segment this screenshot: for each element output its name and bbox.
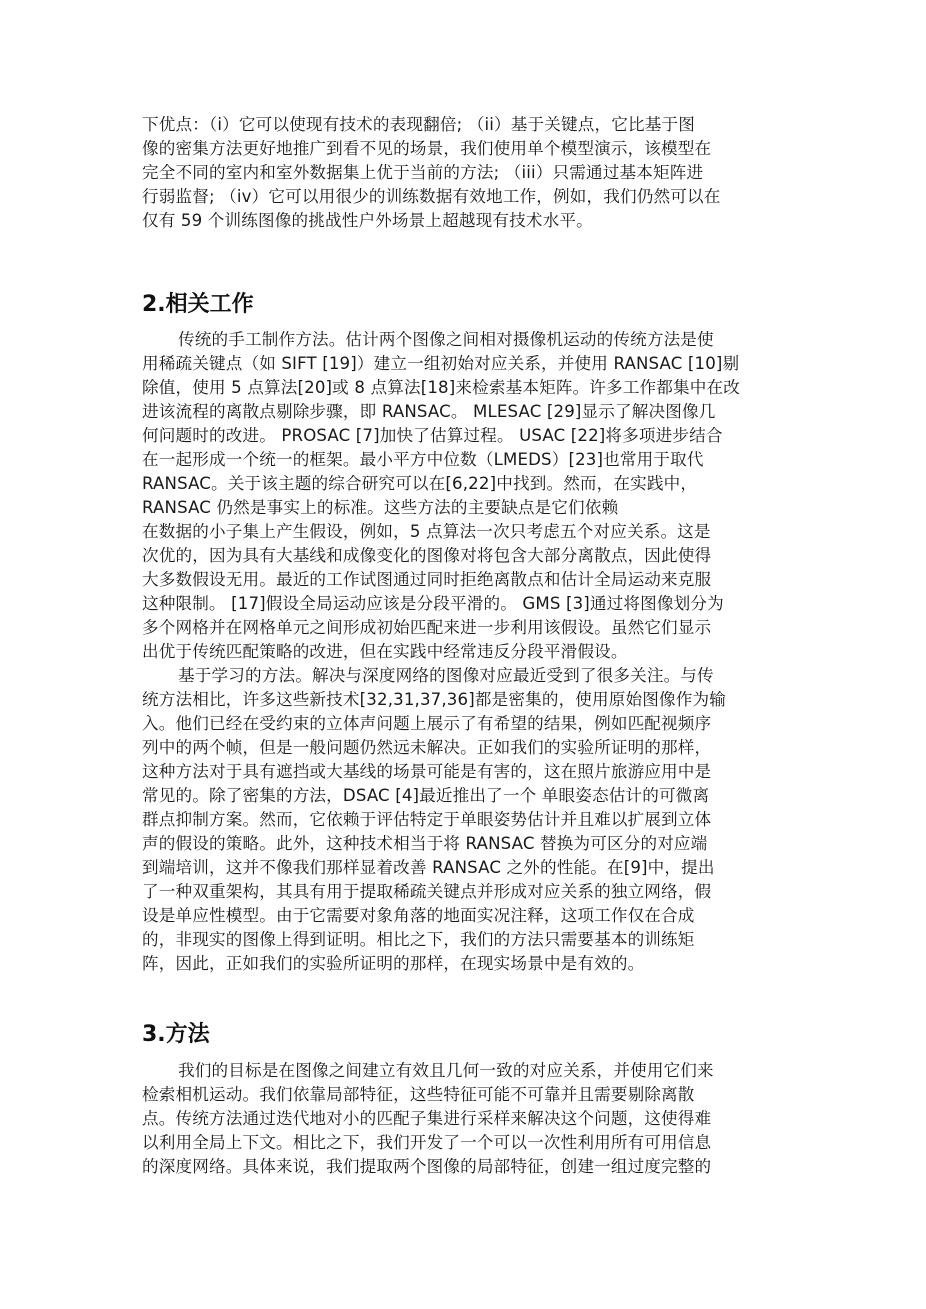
section-2-line: 传统的手工制作方法。估计两个图像之间相对摄像机运动的传统方法是使 <box>178 330 714 349</box>
section-2-heading: 2.相关工作 <box>142 292 254 317</box>
section-2-line: RANSAC。关于该主题的综合研究可以在[6,22]中找到。然而，在实践中， <box>142 474 698 493</box>
section-2-line: 这种方法对于具有遮挡或大基线的场景可能是有害的，这在照片旅游应用中是 <box>142 762 712 781</box>
section-2-line: 多个网格并在网格单元之间形成初始匹配来进一步利用该假设。虽然它们显示 <box>142 618 712 637</box>
section-2-line: RANSAC 仍然是事实上的标准。这些方法的主要缺点是它们依赖 <box>142 498 619 517</box>
section-2-line: 出优于传统匹配策略的改进，但在实践中经常违反分段平滑假设。 <box>142 642 628 661</box>
section-2-line: 声的假设的策略。此外，这种技术相当于将 RANSAC 替换为可区分的对应端 <box>142 834 708 853</box>
section-3-heading: 3.方法 <box>142 1022 210 1047</box>
section-2-line: 除值，使用 5 点算法[20]或 8 点算法[18]来检索基本矩阵。许多工作都集中在改 <box>142 378 741 397</box>
section-2-line: 的，非现实的图像上得到证明。相比之下，我们的方法只需要基本的训练矩 <box>142 930 695 949</box>
section-2-line: 统方法相比，许多这些新技术[32,31,37,36]都是密集的，使用原始图像作为输 <box>142 690 727 709</box>
section-2-line: 用稀疏关键点（如 SIFT [19]）建立一组初始对应关系，并使用 RANSAC [10]剔 <box>142 354 740 373</box>
intro-line: 下优点：（i）它可以使现有技术的表现翻倍; （ii）基于关键点，它比基于图 <box>142 115 695 134</box>
intro-line: 完全不同的室内和室外数据集上优于当前的方法; （iii）只需通过基本矩阵进 <box>142 163 704 182</box>
section-3-line: 以利用全局上下文。相比之下，我们开发了一个可以一次性利用所有可用信息 <box>142 1133 712 1152</box>
section-2-line: 这种限制。 [17]假设全局运动应该是分段平滑的。 GMS [3]通过将图像划分为 <box>142 594 724 613</box>
section-2-line: 入。他们已经在受约束的立体声问题上展示了有希望的结果，例如匹配视频序 <box>142 714 712 733</box>
section-2-line: 到端培训，这并不像我们那样显着改善 RANSAC 之外的性能。在[9]中，提出 <box>142 858 715 877</box>
section-3-line: 检索相机运动。我们依靠局部特征，这些特征可能不可靠并且需要剔除离散 <box>142 1085 695 1104</box>
intro-line: 行弱监督; （iv）它可以用很少的训练数据有效地工作，例如，我们仍然可以在 <box>142 187 721 206</box>
section-3-line: 点。传统方法通过迭代地对小的匹配子集进行采样来解决这个问题，这使得难 <box>142 1109 712 1128</box>
section-2-line: 在一起形成一个统一的框架。最小平方中位数（LMEDS）[23]也常用于取代 <box>142 450 704 469</box>
section-3-line: 的深度网络。具体来说，我们提取两个图像的局部特征，创建一组过度完整的 <box>142 1157 712 1176</box>
section-2-line: 群点抑制方案。然而，它依赖于评估特定于单眼姿势估计并且难以扩展到立体 <box>142 810 712 829</box>
section-2-line: 基于学习的方法。解决与深度网络的图像对应最近受到了很多关注。与传 <box>178 666 714 685</box>
section-2-line: 大多数假设无用。最近的工作试图通过同时拒绝离散点和估计全局运动来克服 <box>142 570 712 589</box>
section-2-line: 次优的，因为具有大基线和成像变化的图像对将包含大部分离散点，因此使得 <box>142 546 712 565</box>
section-2-line: 在数据的小子集上产生假设，例如，5 点算法一次只考虑五个对应关系。这是 <box>142 522 711 541</box>
section-2-line: 设是单应性模型。由于它需要对象角落的地面实况注释，这项工作仅在合成 <box>142 906 695 925</box>
section-2-line: 列中的两个帧，但是一般问题仍然远未解决。正如我们的实验所证明的那样， <box>142 738 712 757</box>
intro-line: 像的密集方法更好地推广到看不见的场景，我们使用单个模型演示，该模型在 <box>142 139 712 158</box>
section-2-line: 了一种双重架构，其具有用于提取稀疏关键点并形成对应关系的独立网络，假 <box>142 882 712 901</box>
section-2-line: 何问题时的改进。 PROSAC [7]加快了估算过程。 USAC [22]将多项进步结合 <box>142 426 723 445</box>
section-2-line: 进该流程的离散点剔除步骤，即 RANSAC。 MLESAC [29]显示了解决图像几 <box>142 402 716 421</box>
section-2-line: 阵，因此，正如我们的实验所证明的那样，在现实场景中是有效的。 <box>142 954 645 973</box>
section-2-line: 常见的。除了密集的方法，DSAC [4]最近推出了一个 单眼姿态估计的可微离 <box>142 786 710 805</box>
intro-line: 仅有 59 个训练图像的挑战性户外场景上超越现有技术水平。 <box>142 211 593 230</box>
section-3-line: 我们的目标是在图像之间建立有效且几何一致的对应关系，并使用它们来 <box>178 1061 714 1080</box>
